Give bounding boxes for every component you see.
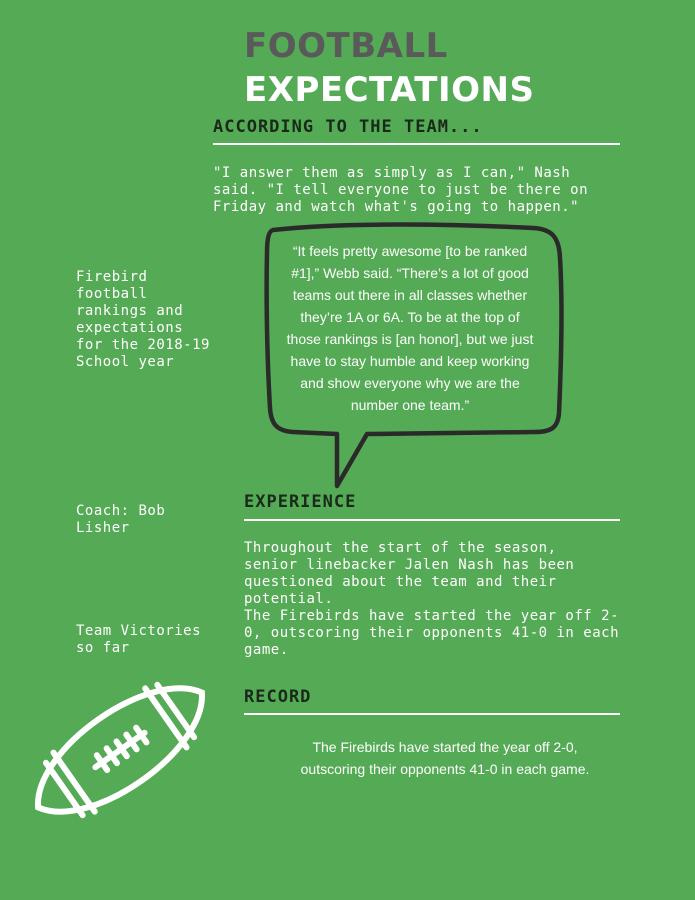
sidebar-caption: Firebird football rankings and expectations for the 2018-19 School year xyxy=(76,269,210,370)
experience-paragraph-2: The Firebirds have started the year off 2-0, outscoring their opponents 41-0 in each game. xyxy=(244,608,620,658)
coach-label: Coach: Bob Lisher xyxy=(76,503,166,536)
subtitle-rule xyxy=(213,143,620,145)
intro-quote: "I answer them as simply as I can," Nash said. "I tell everyone to just be there on Friday and watch what's going to happen." xyxy=(213,165,589,215)
football-icon xyxy=(0,670,240,830)
title-line-2: EXPECTATIONS xyxy=(244,70,535,110)
record-text: The Firebirds have started the year off 2-0, outscoring their opponents 41-0 in each game. xyxy=(300,739,590,777)
experience-heading: EXPERIENCE xyxy=(244,492,357,512)
speech-bubble-quote: “It feels pretty awesome [to be ranked #1],” Webb said. “There’s a lot of good teams out there in all classes whether they’re 1A or 6A. To be at the top of those rankings is [an honor], but we just have to stay humble and keep working and show everyone why we are the number one team.” xyxy=(286,243,534,413)
experience-paragraph-1: Throughout the start of the season, senior linebacker Jalen Nash has been questioned about the team and their potential. xyxy=(244,540,575,607)
subtitle: ACCORDING TO THE TEAM... xyxy=(213,117,483,137)
record-rule xyxy=(244,713,620,715)
experience-rule xyxy=(244,519,620,521)
victories-label: Team Victories so far xyxy=(76,623,202,656)
record-heading: RECORD xyxy=(244,687,312,707)
title-line-1: FOOTBALL xyxy=(244,26,448,66)
